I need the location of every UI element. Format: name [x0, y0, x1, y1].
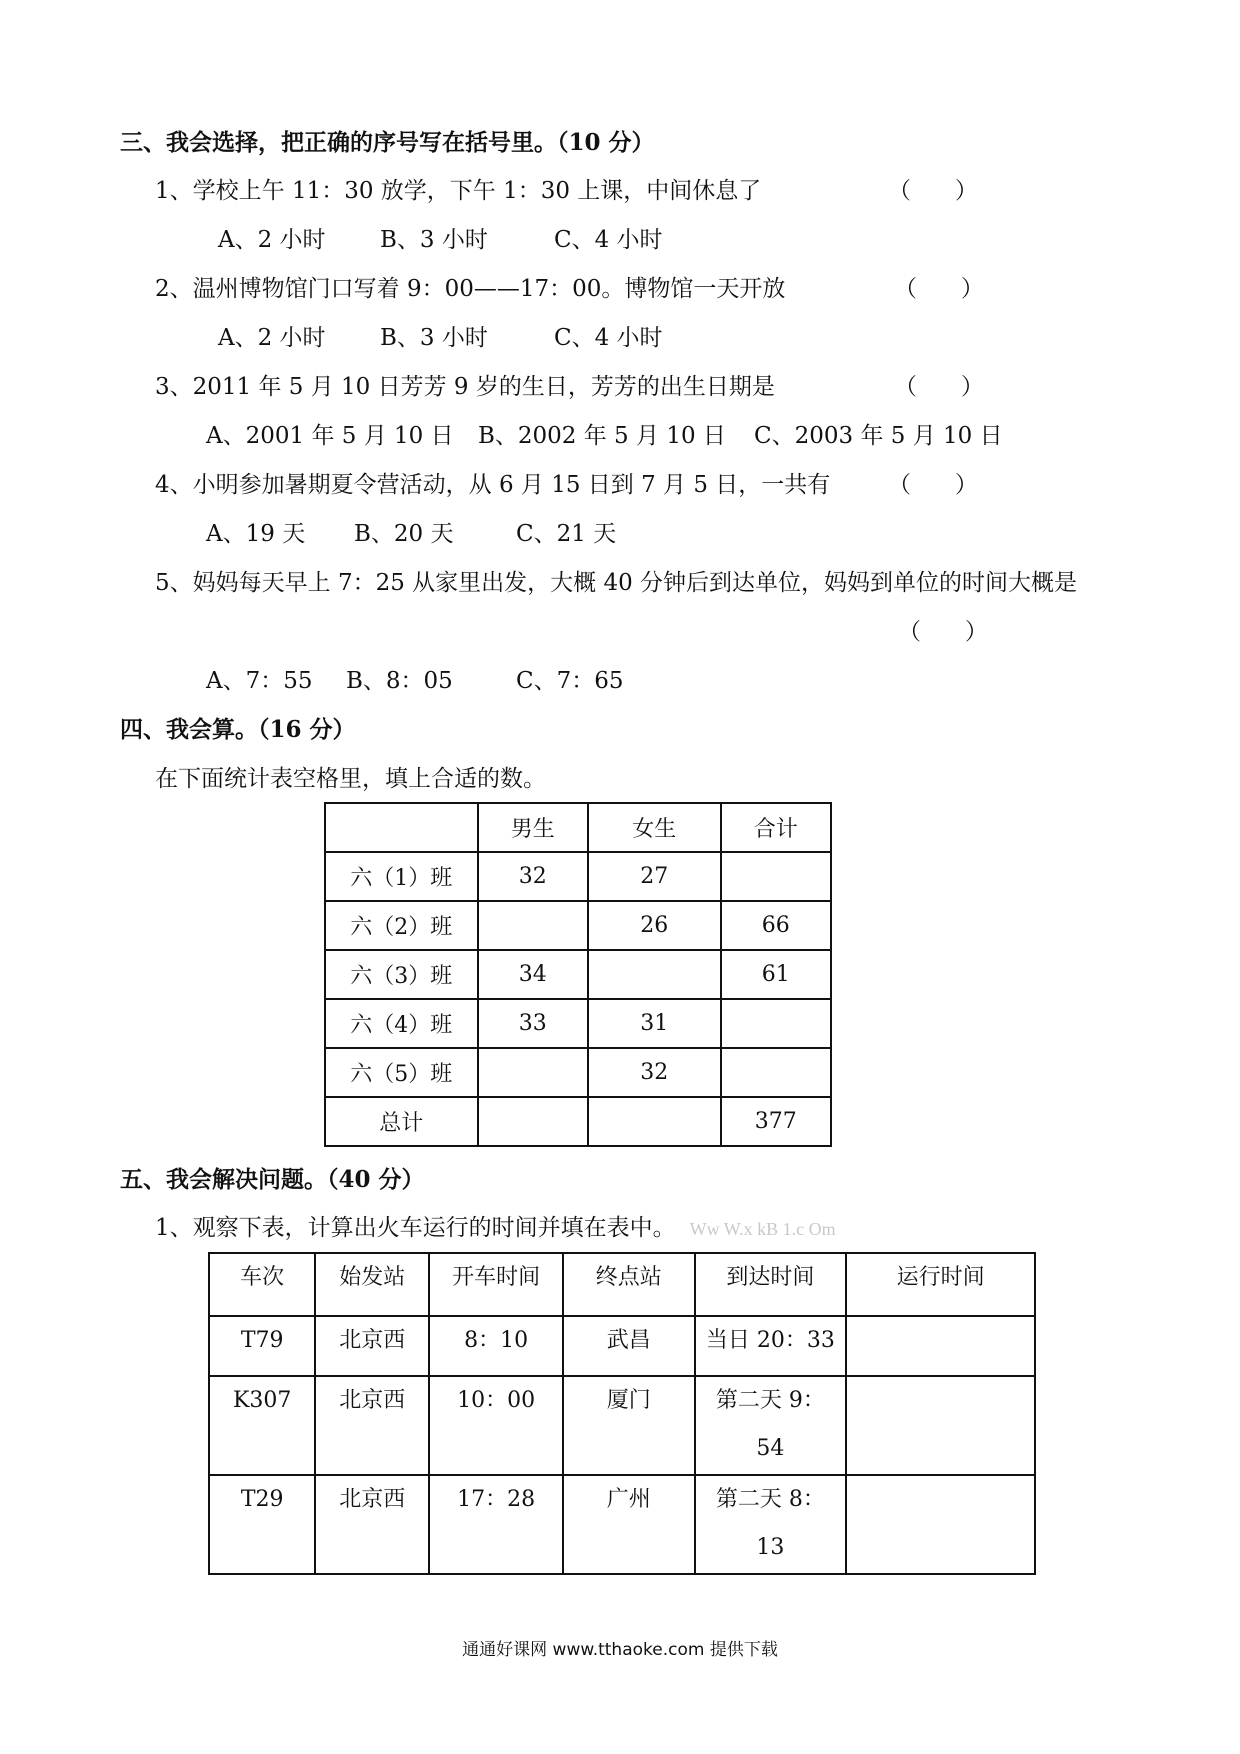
- table-header-cell: 合计: [721, 803, 831, 852]
- table-cell: 32: [588, 1048, 721, 1097]
- table-row: [209, 1376, 1035, 1475]
- train-number: T79: [209, 1316, 315, 1376]
- option-c: C、2003 年 5 月 10 日: [754, 423, 1003, 449]
- arrival-time: 第二天 8： 13: [695, 1475, 847, 1574]
- departure-time: 17：28: [429, 1475, 563, 1574]
- table-cell: 34: [478, 950, 588, 999]
- travel-time-cell[interactable]: [846, 1316, 1035, 1376]
- option-c: C、21 天: [516, 521, 617, 547]
- table-cell: 33: [478, 999, 588, 1048]
- table-row: [325, 999, 831, 1048]
- departure-time: 8：10: [429, 1316, 563, 1376]
- train-table: [208, 1252, 1036, 1575]
- table-cell: [588, 950, 721, 999]
- question-3: 3、2011 年 5 月 10 日芳芳 9 岁的生日，芳芳的出生日期是: [155, 374, 775, 400]
- table-cell: 377: [721, 1097, 831, 1146]
- section5-question-1: [155, 1213, 836, 1244]
- row-label: 六（4）班: [325, 999, 478, 1048]
- row-label: 六（3）班: [325, 950, 478, 999]
- table-row: [325, 1097, 831, 1146]
- section3-header: 三、我会选择，把正确的序号写在括号里。（10 分）: [120, 129, 655, 156]
- departure-time: 10：00: [429, 1376, 563, 1475]
- table-cell: 61: [721, 950, 831, 999]
- table-cell: 26: [588, 901, 721, 950]
- row-label: 六（1）班: [325, 852, 478, 901]
- answer-bracket-2[interactable]: （ ）: [894, 276, 984, 302]
- table-header-cell: 始发站: [315, 1253, 429, 1316]
- options-1: [218, 225, 663, 255]
- table-cell: 66: [721, 901, 831, 950]
- option-b: B、8：05: [346, 668, 453, 694]
- table-header-cell: 终点站: [563, 1253, 695, 1316]
- origin-station: 北京西: [315, 1316, 429, 1376]
- table-header-cell: 女生: [588, 803, 721, 852]
- options-4: [206, 519, 616, 549]
- arrival-time: 当日 20：33: [695, 1316, 847, 1376]
- travel-time-cell[interactable]: [846, 1376, 1035, 1475]
- section4-header: 四、我会算。（16 分）: [120, 716, 356, 743]
- table-header-cell: 到达时间: [695, 1253, 847, 1316]
- origin-station: 北京西: [315, 1475, 429, 1574]
- row-label: 六（5）班: [325, 1048, 478, 1097]
- answer-bracket-4[interactable]: （ ）: [888, 472, 978, 498]
- table-header-cell: 开车时间: [429, 1253, 563, 1316]
- table-cell: 27: [588, 852, 721, 901]
- option-b: B、3 小时: [380, 227, 488, 253]
- section4-instruction: 在下面统计表空格里，填上合适的数。: [155, 766, 546, 792]
- table-header-cell: 运行时间: [846, 1253, 1035, 1316]
- option-a: A、2 小时: [218, 227, 326, 253]
- table-row: [209, 1316, 1035, 1376]
- table-row: [209, 1475, 1035, 1574]
- options-5: [206, 666, 624, 696]
- option-a: A、7：55: [206, 668, 313, 694]
- answer-bracket-3[interactable]: （ ）: [894, 374, 984, 400]
- destination-station: 武昌: [563, 1316, 695, 1376]
- question-4: 4、小明参加暑期夏令营活动，从 6 月 15 日到 7 月 5 日，一共有: [155, 472, 831, 498]
- table-cell: [478, 1048, 588, 1097]
- arrival-time: 第二天 9： 54: [695, 1376, 847, 1475]
- option-b: B、3 小时: [380, 325, 488, 351]
- option-c: C、4 小时: [554, 325, 663, 351]
- question-5: 5、妈妈每天早上 7：25 从家里出发，大概 40 分钟后到达单位，妈妈到单位的时间大概是: [155, 570, 1078, 596]
- option-b: B、2002 年 5 月 10 日: [478, 423, 726, 449]
- option-c: C、4 小时: [554, 227, 663, 253]
- watermark-text: Ww W.x kB 1.c Om: [689, 1219, 836, 1239]
- table-cell: [478, 901, 588, 950]
- options-2: [218, 323, 663, 353]
- table-row: [325, 852, 831, 901]
- question-text: 1、观察下表，计算出火车运行的时间并填在表中。: [155, 1215, 676, 1241]
- stats-table: [324, 802, 832, 1147]
- option-a: A、2 小时: [218, 325, 326, 351]
- table-cell: [721, 999, 831, 1048]
- table-cell: [478, 1097, 588, 1146]
- table-row: [325, 950, 831, 999]
- option-a: A、2001 年 5 月 10 日: [206, 423, 454, 449]
- footer-text: 通通好课网 www.tthaoke.com 提供下载: [462, 1640, 778, 1660]
- table-header-cell: [325, 803, 478, 852]
- travel-time-cell[interactable]: [846, 1475, 1035, 1574]
- table-row: [325, 901, 831, 950]
- table-header-cell: 车次: [209, 1253, 315, 1316]
- options-3: [206, 421, 1003, 451]
- table-cell: [588, 1097, 721, 1146]
- train-number: T29: [209, 1475, 315, 1574]
- table-row: [325, 1048, 831, 1097]
- row-label: 总计: [325, 1097, 478, 1146]
- table-header-cell: 男生: [478, 803, 588, 852]
- option-a: A、19 天: [206, 521, 306, 547]
- table-cell: 31: [588, 999, 721, 1048]
- table-cell: [721, 852, 831, 901]
- origin-station: 北京西: [315, 1376, 429, 1475]
- option-b: B、20 天: [354, 521, 454, 547]
- row-label: 六（2）班: [325, 901, 478, 950]
- table-cell: [721, 1048, 831, 1097]
- option-c: C、7：65: [516, 668, 624, 694]
- section5-header: 五、我会解决问题。（40 分）: [120, 1166, 425, 1193]
- destination-station: 广州: [563, 1475, 695, 1574]
- destination-station: 厦门: [563, 1376, 695, 1475]
- table-cell: 32: [478, 852, 588, 901]
- answer-bracket-5[interactable]: （ ）: [898, 619, 988, 645]
- question-2: 2、温州博物馆门口写着 9：00——17：00。博物馆一天开放: [155, 276, 786, 302]
- answer-bracket-1[interactable]: （ ）: [888, 178, 978, 204]
- train-number: K307: [209, 1376, 315, 1475]
- question-1: 1、学校上午 11：30 放学，下午 1：30 上课，中间休息了: [155, 178, 762, 204]
